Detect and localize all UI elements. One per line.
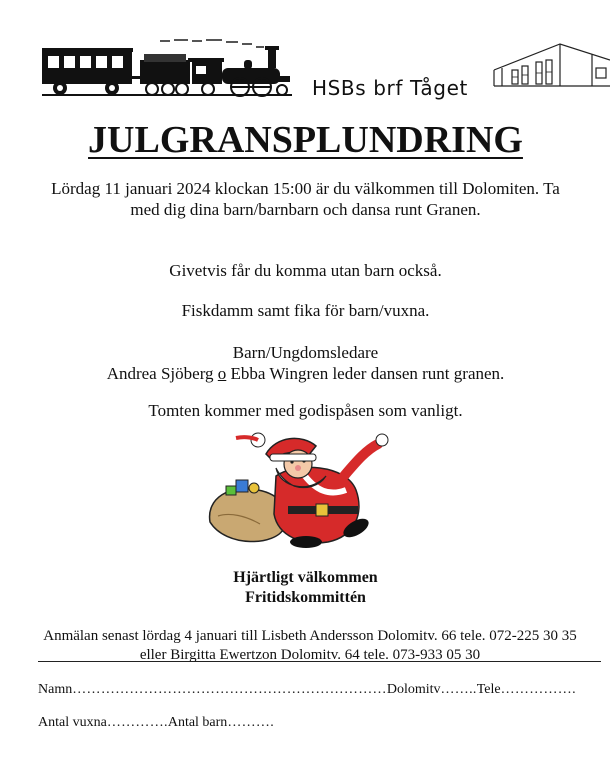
leaders-conjunction: o (217, 364, 227, 383)
adults-label: Antal vuxna (38, 715, 107, 730)
address-label: Dolomitv (386, 682, 441, 697)
page-title: JULGRANSPLUNDRING (88, 119, 523, 161)
form-row-name (38, 682, 576, 698)
name-label: Namn (38, 682, 73, 697)
intro-text: Lördag 11 januari 2024 klockan 15:00 är du välkommen till Dolomiten. Ta med dig dina barn/barnbarn och dansa runt Granen. (51, 179, 560, 219)
welcome-text: Hjärtligt välkommen (233, 569, 378, 586)
leaders-names (40, 363, 571, 384)
children-field: ………. (227, 715, 275, 730)
signup-line-1: Anmälan senast lördag 4 januari till Lisbeth Andersson Dolomitv. 66 tele. 072-225 30 35 (43, 628, 577, 644)
phone-field: ……………. (500, 682, 576, 697)
santa-text: Tomten kommer med godispåsen som vanligt. (148, 401, 463, 420)
leaders-heading: Barn/Ungdomsledare (232, 343, 379, 362)
activities-text: Fiskdamm samt fika för barn/vuxna. (181, 301, 430, 320)
divider (38, 661, 601, 662)
no-children-text: Givetvis får du komma utan barn också. (169, 261, 442, 280)
name-field: ………………………………………………………… (72, 682, 387, 697)
signup-line-2: eller Birgitta Ewertzon Dolomitv. 64 tele. 073-933 05 30 (139, 647, 481, 663)
address-field: …….. (440, 682, 477, 697)
signup-info (30, 627, 590, 665)
steam-train-icon (42, 38, 292, 100)
form-row-count (38, 715, 274, 731)
leader-name-1: Andrea Sjöberg (106, 364, 214, 383)
committee-name: Fritidskommittén (245, 589, 366, 606)
children-label: Antal barn (167, 715, 228, 730)
building-icon (492, 40, 610, 88)
santa-claus-icon (206, 432, 398, 548)
closing-block (0, 568, 611, 608)
leaders-block (40, 342, 571, 384)
organization-name: HSBs brf Tåget (312, 76, 468, 100)
phone-label: Tele (476, 682, 501, 697)
adults-field: …………. (106, 715, 168, 730)
leader-rest: Ebba Wingren leder dansen runt granen. (230, 364, 505, 383)
